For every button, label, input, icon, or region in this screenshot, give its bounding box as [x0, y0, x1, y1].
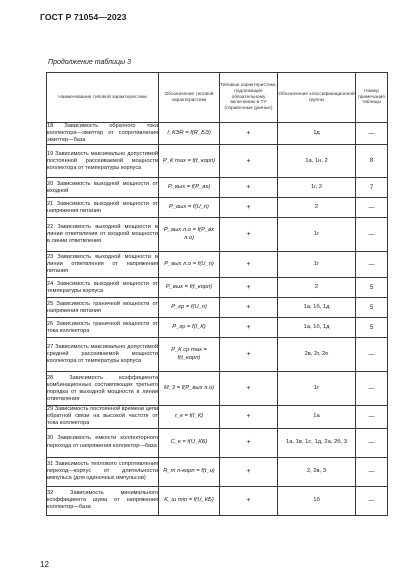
- row-mandatory-mark: +: [220, 145, 278, 178]
- row-classification-group: 1г, 2: [278, 178, 356, 198]
- row-mandatory-mark: +: [220, 318, 278, 338]
- document-code: ГОСТ Р 71054—2023: [40, 12, 127, 22]
- row-designation: R_т п-корп = f(t_и): [159, 457, 220, 486]
- row-characteristic: 28 Зависимость коэффициента комбинационных составляющих третьего порядка от выходной мощности в линии ответвления: [47, 372, 159, 406]
- row-mandatory-mark: +: [220, 457, 278, 486]
- table-row: [47, 123, 388, 145]
- row-characteristic: 32 Зависимость минимального коэффициента шума от напряжения коллектор—база: [47, 486, 159, 515]
- row-characteristic: 21 Зависимость выходной мощности от напряжения питания: [47, 198, 159, 218]
- row-note-number: —: [356, 372, 388, 406]
- row-note-number: 5: [356, 278, 388, 298]
- table-row: [47, 145, 388, 178]
- row-characteristic: 19 Зависимость максимально допустимой постоянной рассеиваемой мощности коллектора от температуры корпуса: [47, 145, 159, 178]
- table-row: [47, 178, 388, 198]
- row-classification-group: 2, 2в, 3: [278, 457, 356, 486]
- row-mandatory-mark: +: [220, 298, 278, 318]
- table-row: [47, 278, 388, 298]
- row-note-number: —: [356, 198, 388, 218]
- row-classification-group: 1а, 1н, 2: [278, 145, 356, 178]
- row-characteristic: 22 Зависимость выходной мощности в линии ответвления от входной мощности в линии ответвления: [47, 218, 159, 252]
- row-note-number: —: [356, 252, 388, 278]
- header-mandatory-in-tu: Типовые характеристики, подлежащие обязательному включению в ТУ (справочные данные): [220, 73, 278, 123]
- table-row: [47, 252, 388, 278]
- row-note-number: 7: [356, 178, 388, 198]
- row-designation: P_вых = f(P_вх): [159, 178, 220, 198]
- row-mandatory-mark: +: [220, 178, 278, 198]
- row-mandatory-mark: +: [220, 278, 278, 298]
- row-designation: P_вых = f(t_корп): [159, 278, 220, 298]
- row-designation: τ_к = f(I_К): [159, 406, 220, 428]
- row-designation: P_вых л.о = f(P_вх л.о): [159, 218, 220, 252]
- table-row: [47, 428, 388, 457]
- row-mandatory-mark: +: [220, 338, 278, 372]
- row-classification-group: 1а, 1б, 1д: [278, 298, 356, 318]
- row-classification-group: 2: [278, 198, 356, 218]
- row-designation: P_К max = f(t_корп): [159, 145, 220, 178]
- row-mandatory-mark: +: [220, 218, 278, 252]
- row-designation: I_КЭR = f(R_БЭ): [159, 123, 220, 145]
- row-characteristic: 24 Зависимость выходной мощности от температуры корпуса: [47, 278, 159, 298]
- row-mandatory-mark: +: [220, 198, 278, 218]
- row-mandatory-mark: +: [220, 123, 278, 145]
- row-note-number: —: [356, 218, 388, 252]
- row-classification-group: 1г: [278, 252, 356, 278]
- table-row: [47, 298, 388, 318]
- row-characteristic: 23 Зависимость выходной мощности в линии ответвления от напряжения питания: [47, 252, 159, 278]
- header-designation: Обозначение типовой характеристики: [159, 73, 220, 123]
- row-note-number: —: [356, 486, 388, 515]
- row-classification-group: 1б: [278, 486, 356, 515]
- row-classification-group: 1г: [278, 218, 356, 252]
- row-designation: P_К ср max = f(t_корп): [159, 338, 220, 372]
- row-note-number: 5: [356, 298, 388, 318]
- row-characteristic: 29 Зависимость постоянной времени цепи обратной связи на высокой частоте от тока коллектора: [47, 406, 158, 427]
- row-note-number: —: [356, 338, 388, 372]
- row-note-number: —: [356, 123, 388, 145]
- row-mandatory-mark: +: [220, 252, 278, 278]
- table-row: [47, 457, 388, 486]
- row-note-number: —: [356, 428, 388, 457]
- row-designation: P_вых = f(U_п): [159, 198, 220, 218]
- table-row: [47, 406, 388, 428]
- row-classification-group: 1а, 1б, 1д: [278, 318, 356, 338]
- row-note-number: 5: [356, 318, 388, 338]
- table-header-row: [47, 73, 388, 123]
- table-row: [47, 318, 388, 338]
- row-note-number: —: [356, 406, 388, 428]
- table-row: [47, 338, 388, 372]
- row-designation: C_к = f(U_КБ): [159, 428, 220, 457]
- header-characteristic: Наименование типовой характеристики: [47, 73, 159, 123]
- row-designation: P_гр = f(U_п): [159, 298, 220, 318]
- row-classification-group: 2: [278, 278, 356, 298]
- characteristics-table: [46, 72, 388, 516]
- row-classification-group: 1а: [278, 406, 356, 428]
- page-number: 12: [40, 560, 49, 569]
- row-classification-group: 1д: [278, 123, 356, 145]
- row-note-number: 8: [356, 145, 388, 178]
- header-classification-group: Обозначение классификационной группы: [278, 73, 356, 123]
- row-classification-group: 2в, 2г, 2е: [278, 338, 356, 372]
- table-row: [47, 218, 388, 252]
- row-characteristic: 25 Зависимость граничной мощности от напряжения питания: [47, 298, 159, 318]
- row-designation: P_вых л.о = f(U_п): [159, 252, 220, 278]
- row-characteristic: 30 Зависимость емкости коллекторного перехода от напряжения коллектор—база: [47, 428, 159, 457]
- row-classification-group: 1а, 1в, 1с, 1д, 2а, 2б, 3: [278, 428, 356, 457]
- row-classification-group: 1г: [278, 372, 356, 406]
- row-characteristic: 18 Зависимость обратного тока коллектора—эмиттер от сопротивления эмиттер—база: [47, 123, 158, 144]
- row-mandatory-mark: +: [220, 406, 278, 428]
- row-note-number: —: [356, 457, 388, 486]
- table-continuation-label: Продолжение таблицы 3: [48, 59, 131, 66]
- row-designation: M_3 = f(P_вых л.о): [159, 372, 220, 406]
- row-designation: P_гр = f(I_К): [159, 318, 220, 338]
- table-row: [47, 198, 388, 218]
- row-designation: K_ш min = f(U_КБ): [159, 486, 220, 515]
- table-row: [47, 486, 388, 515]
- row-characteristic: 31 Зависимость теплового сопротивления переход—корпус от длительности импульса (для одиночных импульсов): [47, 457, 159, 486]
- row-mandatory-mark: +: [220, 428, 278, 457]
- table-row: [47, 372, 388, 406]
- row-characteristic: 27 Зависимость максимально допустимой средней рассеиваемой мощности коллектора от температуры корпуса: [47, 338, 159, 372]
- row-characteristic: 26 Зависимость граничной мощности от тока коллектора: [47, 318, 159, 338]
- row-mandatory-mark: +: [220, 372, 278, 406]
- row-characteristic: 20 Зависимость выходной мощности от входной: [47, 178, 159, 198]
- row-mandatory-mark: +: [220, 486, 278, 515]
- header-note-number: Номер примечания таблицы: [356, 73, 388, 123]
